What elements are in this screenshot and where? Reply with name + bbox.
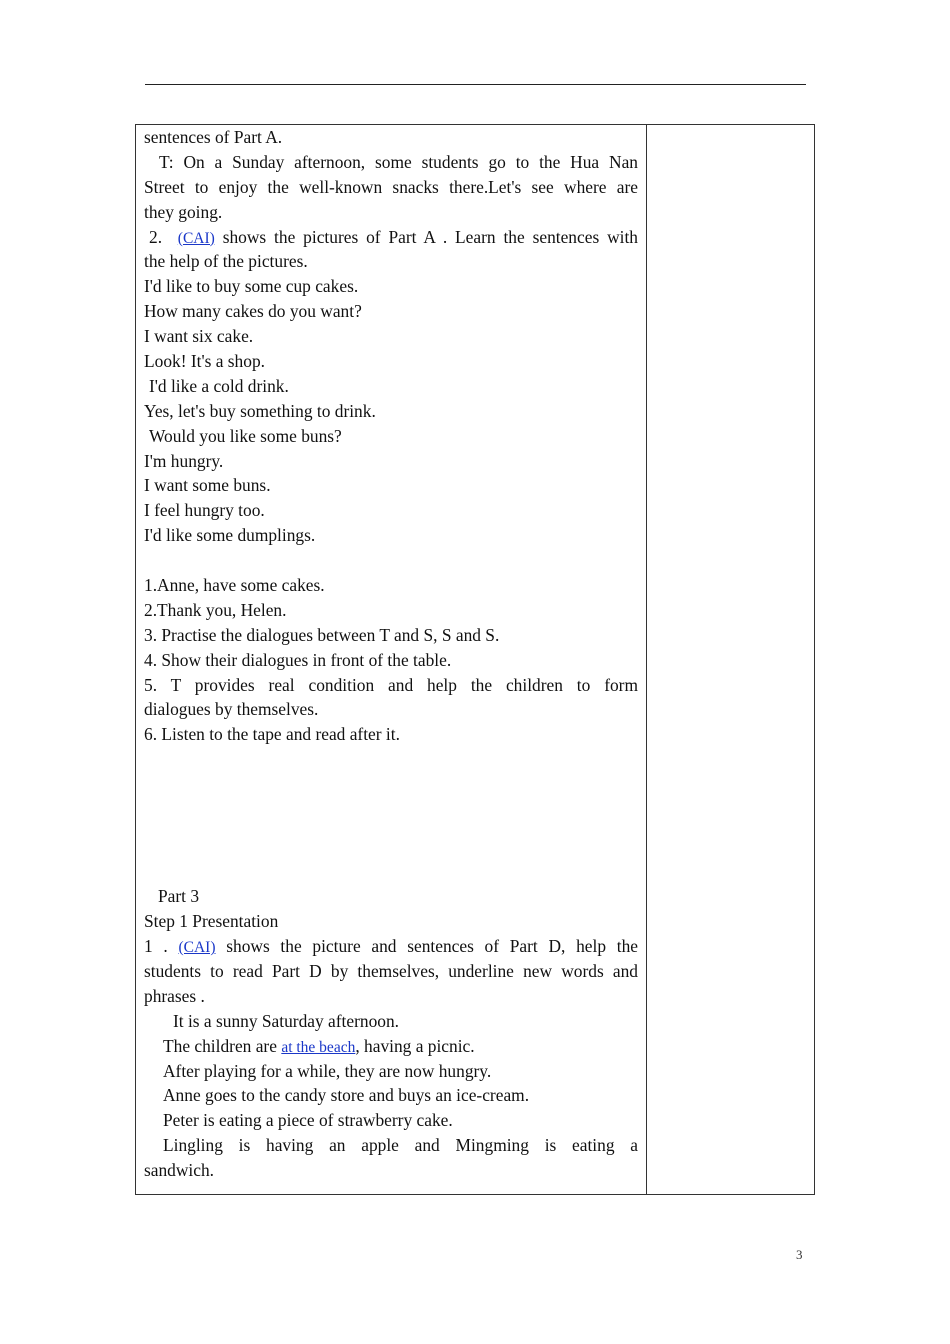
passage-text: The children are: [163, 1035, 277, 1056]
passage-line: Lingling is having an apple and Mingming is eating a: [163, 1135, 638, 1156]
header-rule: [145, 84, 806, 85]
page-number: 3: [796, 1247, 803, 1262]
cai-link[interactable]: (CAI): [177, 229, 215, 247]
step-line: dialogues by themselves.: [144, 699, 319, 720]
step-line: 2.Thank you, Helen.: [144, 599, 287, 620]
intro-line-2: T: On a Sunday afternoon, some students go to the Hua Nan: [159, 151, 638, 172]
part3-item1-line-2: students to read Part D by themselves, underline new words and: [144, 960, 638, 981]
cai-link[interactable]: (CAI): [178, 939, 216, 957]
passage-line: After playing for a while, they are now hungry.: [163, 1060, 492, 1081]
sentence-line: I'd like to buy some cup cakes.: [144, 276, 359, 297]
sentence-line: Would you like some buns?: [149, 425, 342, 446]
sentence-line: I'm hungry.: [144, 450, 224, 471]
part3-step: Step 1 Presentation: [144, 911, 279, 932]
step-line: 4. Show their dialogues in front of the table.: [144, 649, 452, 670]
step2-line-1: [144, 225, 638, 250]
part3-item1-number: 1 .: [144, 936, 168, 957]
passage-line: Peter is eating a piece of strawberry cake.: [163, 1110, 453, 1131]
intro-line-1: sentences of Part A.: [144, 127, 283, 147]
sentence-line: Yes, let's buy something to drink.: [144, 400, 376, 421]
part3-item1-line-3: phrases .: [144, 985, 205, 1006]
passage-line: Anne goes to the candy store and buys an ice-cream.: [163, 1085, 530, 1106]
notes-cell: [647, 125, 814, 1194]
step-line: 5. T provides real condition and help the children to form: [144, 674, 638, 695]
sentence-line: How many cakes do you want?: [144, 301, 362, 322]
passage-line: [144, 1034, 638, 1059]
part3-title: Part 3: [158, 886, 200, 907]
sentence-line: Look! It's a shop.: [144, 351, 265, 372]
step-line: 3. Practise the dialogues between T and S, S and S.: [144, 624, 500, 645]
step2-text: shows the pictures of Part A . Learn the sentences with: [222, 226, 638, 247]
passage-text: , having a picnic.: [355, 1035, 475, 1056]
step-line: 6. Listen to the tape and read after it.: [144, 724, 400, 745]
sentence-line: I want six cake.: [144, 326, 254, 347]
part3-item1-line-1: [144, 934, 638, 959]
passage-line: It is a sunny Saturday afternoon.: [173, 1010, 400, 1031]
sentence-line: I'd like a cold drink.: [149, 375, 289, 396]
procedure-cell: [144, 125, 638, 1183]
sentence-line: I'd like some dumplings.: [144, 525, 316, 546]
passage-line: sandwich.: [144, 1160, 215, 1181]
at-the-beach-link[interactable]: at the beach: [281, 1038, 356, 1056]
step-line: 1.Anne, have some cakes.: [144, 575, 325, 596]
sentence-line: I want some buns.: [144, 475, 271, 496]
blank-space: [144, 747, 638, 884]
intro-line-3: Street to enjoy the well-known snacks there.Let's see where are: [144, 176, 638, 197]
part3-item1-text: shows the picture and sentences of Part D, help the: [226, 936, 638, 957]
step2-number: 2.: [149, 226, 163, 247]
lesson-plan-table: [135, 124, 815, 1195]
intro-line-4: they going.: [144, 201, 223, 222]
step2-line-2: the help of the pictures.: [144, 251, 308, 272]
sentence-line: I feel hungry too.: [144, 500, 265, 521]
blank-line: [144, 548, 638, 573]
